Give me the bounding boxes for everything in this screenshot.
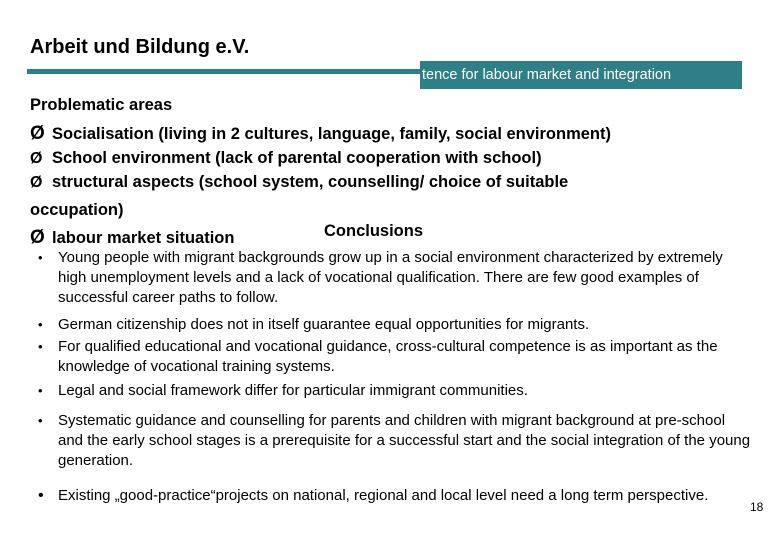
title-rule <box>27 69 420 74</box>
arrow-bullet-icon: Ø <box>30 174 43 191</box>
bullet-icon: • <box>38 413 43 428</box>
bullet-icon: • <box>38 383 43 398</box>
tagline-banner <box>420 61 742 89</box>
conclusion-item: • German citizenship does not in itself guarantee equal opportunities for migrants. <box>38 316 590 333</box>
conclusion-item: • Young people with migrant backgrounds grow up in a social environment characterized by extremely high unemployment levels and a lack of vocational qualification. There are few good examples of successful career paths to follow. <box>38 249 723 306</box>
bullet-icon: • <box>38 250 43 265</box>
conclusion-item: • Legal and social framework differ for particular immigrant communities. <box>38 382 528 399</box>
page-title: Arbeit und Bildung e.V. <box>30 36 250 58</box>
tagline-text: tence for labour market and integration <box>422 67 672 83</box>
arrow-bullet-icon: Ø <box>30 150 43 167</box>
problem-item: Ø labour market situation <box>30 227 235 248</box>
conclusions-heading: Conclusions <box>324 222 424 240</box>
conclusion-item: • For qualified educational and vocational guidance, cross-cultural competence is as important as the knowledge of vocational training systems. <box>38 338 718 375</box>
conclusion-item: • Systematic guidance and counselling for parents and children with migrant background at pre-school and the early school stages is a prerequisite for a successful start and the social integration of the young generation. <box>38 412 751 469</box>
arrow-bullet-icon: Ø <box>30 123 45 144</box>
problem-item: Ø Socialisation (living in 2 cultures, language, family, social environment) <box>30 123 611 144</box>
problematic-heading: Problematic areas <box>30 96 173 114</box>
bullet-icon: • <box>38 487 44 504</box>
arrow-bullet-icon: Ø <box>30 227 45 248</box>
bullet-icon: • <box>38 317 43 332</box>
conclusion-item: • Existing „good-practice“projects on national, regional and local level need a long term perspective. <box>38 487 709 504</box>
problem-item-continuation: occupation) <box>30 201 124 219</box>
bullet-icon: • <box>38 339 43 354</box>
problem-item: Ø School environment (lack of parental cooperation with school) <box>30 149 542 167</box>
problem-item: Ø structural aspects (school system, counselling/ choice of suitable <box>30 173 569 191</box>
page-number: 18 <box>750 500 764 514</box>
